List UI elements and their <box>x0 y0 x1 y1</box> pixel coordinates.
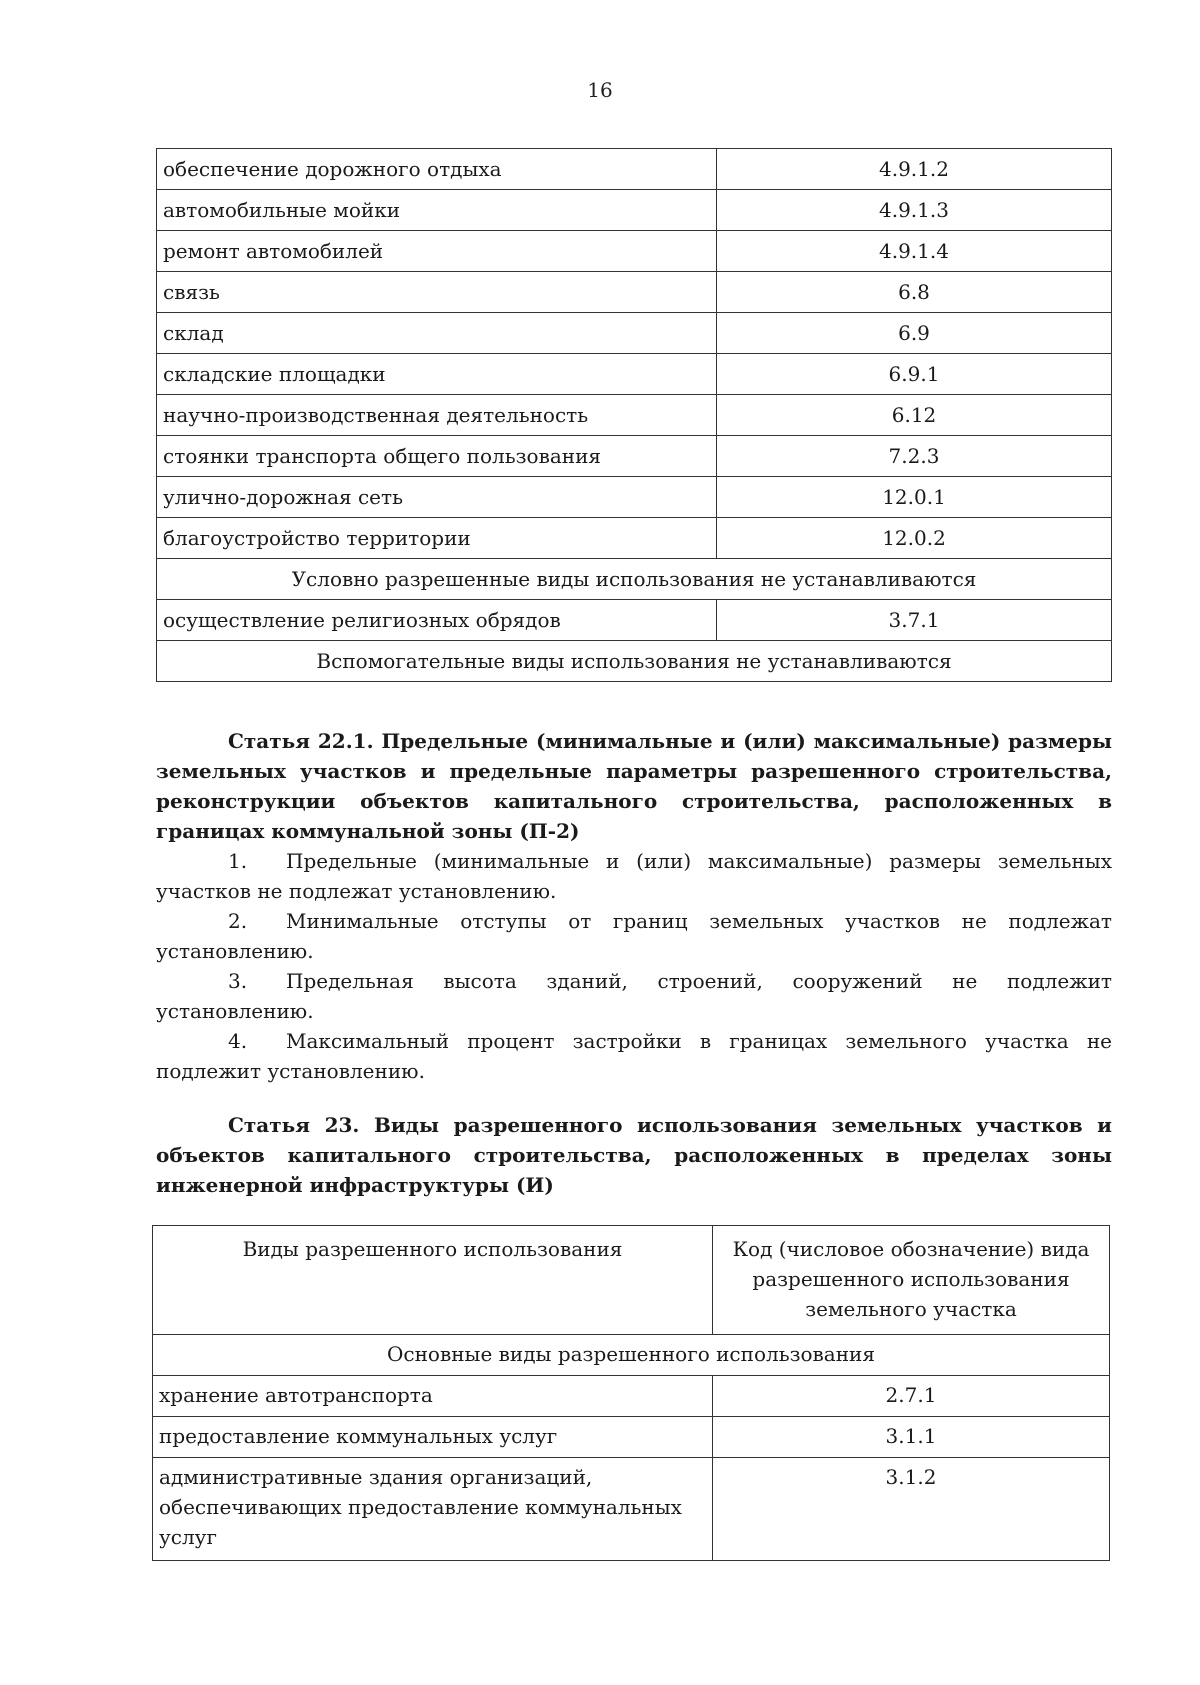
use-code-cell: 6.9 <box>717 313 1112 354</box>
use-name-cell: административные здания организаций, обеспечивающих предоставление коммунальных услуг <box>153 1458 713 1561</box>
use-name-cell: ремонт автомобилей <box>157 231 717 272</box>
item-number: 2. <box>228 909 248 933</box>
use-code-cell: 4.9.1.4 <box>717 231 1112 272</box>
section-heading-row <box>153 1335 1110 1376</box>
table-row <box>157 272 1112 313</box>
table-row <box>157 149 1112 190</box>
use-name-cell: научно-производственная деятельность <box>157 395 717 436</box>
use-name-cell: стоянки транспорта общего пользования <box>157 436 717 477</box>
page-number: 16 <box>587 78 613 102</box>
use-code-cell: 3.7.1 <box>717 600 1112 641</box>
use-code-cell: 7.2.3 <box>717 436 1112 477</box>
auxiliary-uses-heading: Вспомогательные виды использования не устанавливаются <box>157 641 1112 682</box>
use-name-cell: склад <box>157 313 717 354</box>
use-code-cell: 12.0.2 <box>717 518 1112 559</box>
use-code-cell: 4.9.1.3 <box>717 190 1112 231</box>
use-name-cell: благоустройство территории <box>157 518 717 559</box>
table-row <box>153 1417 1110 1458</box>
use-code-cell: 3.1.1 <box>713 1417 1110 1458</box>
use-code-cell: 3.1.2 <box>713 1458 1110 1561</box>
land-use-table-continued <box>156 148 1112 682</box>
item-text: Минимальные отступы от границ земельных участков не подлежат установлению. <box>156 909 1112 963</box>
table-row <box>157 395 1112 436</box>
use-name-cell: связь <box>157 272 717 313</box>
table-row <box>157 436 1112 477</box>
conditional-uses-heading: Условно разрешенные виды использования не устанавливаются <box>157 559 1112 600</box>
table-row <box>153 1376 1110 1417</box>
use-name-cell: предоставление коммунальных услуг <box>153 1417 713 1458</box>
use-name-cell: обеспечение дорожного отдыха <box>157 149 717 190</box>
use-code-cell: 6.9.1 <box>717 354 1112 395</box>
item-text: Предельные (минимальные и (или) максимальные) размеры земельных участков не подлежат установлению. <box>156 849 1112 903</box>
table-header-row <box>153 1226 1110 1335</box>
use-name-cell: осуществление религиозных обрядов <box>157 600 717 641</box>
item-number: 3. <box>228 969 248 993</box>
article-22-1 <box>156 726 1112 1086</box>
use-code-cell: 6.12 <box>717 395 1112 436</box>
table-row <box>157 354 1112 395</box>
section-heading-row <box>157 559 1112 600</box>
use-code-cell: 4.9.1.2 <box>717 149 1112 190</box>
article-item <box>156 1026 1112 1086</box>
item-number: 4. <box>228 1029 248 1053</box>
article-title: Статья 23. Виды разрешенного использования земельных участков и объектов капитального строительства, расположенных в пределах зоны инженерной инфраструктуры (И) <box>156 1113 1112 1197</box>
table-row <box>157 477 1112 518</box>
table-row <box>157 190 1112 231</box>
table-row <box>157 600 1112 641</box>
table-row <box>157 518 1112 559</box>
land-use-table-engineering-zone <box>152 1225 1110 1561</box>
table-row <box>153 1458 1110 1561</box>
header-use-code: Код (числовое обозначение) вида разрешенного использования земельного участка <box>713 1226 1110 1335</box>
article-item <box>156 966 1112 1026</box>
use-name-cell: улично-дорожная сеть <box>157 477 717 518</box>
use-name-cell: хранение автотранспорта <box>153 1376 713 1417</box>
use-code-cell: 6.8 <box>717 272 1112 313</box>
article-item <box>156 846 1112 906</box>
main-uses-heading: Основные виды разрешенного использования <box>153 1335 1110 1376</box>
use-name-cell: автомобильные мойки <box>157 190 717 231</box>
item-text: Максимальный процент застройки в границах земельного участка не подлежит установлению. <box>156 1029 1112 1083</box>
section-heading-row <box>157 641 1112 682</box>
use-code-cell: 2.7.1 <box>713 1376 1110 1417</box>
table-row <box>157 231 1112 272</box>
article-23 <box>156 1110 1112 1200</box>
use-code-cell: 12.0.1 <box>717 477 1112 518</box>
item-text: Предельная высота зданий, строений, сооружений не подлежит установлению. <box>156 969 1112 1023</box>
use-name-cell: складские площадки <box>157 354 717 395</box>
table-row <box>157 313 1112 354</box>
article-title: Статья 22.1. Предельные (минимальные и (или) максимальные) размеры земельных участков и предельные параметры разрешенного строительства, реконструкции объектов капитального строительства, расположенных в границах коммунальной зоны (П-2) <box>156 729 1112 843</box>
header-use-name: Виды разрешенного использования <box>153 1226 713 1335</box>
article-item <box>156 906 1112 966</box>
item-number: 1. <box>228 849 248 873</box>
